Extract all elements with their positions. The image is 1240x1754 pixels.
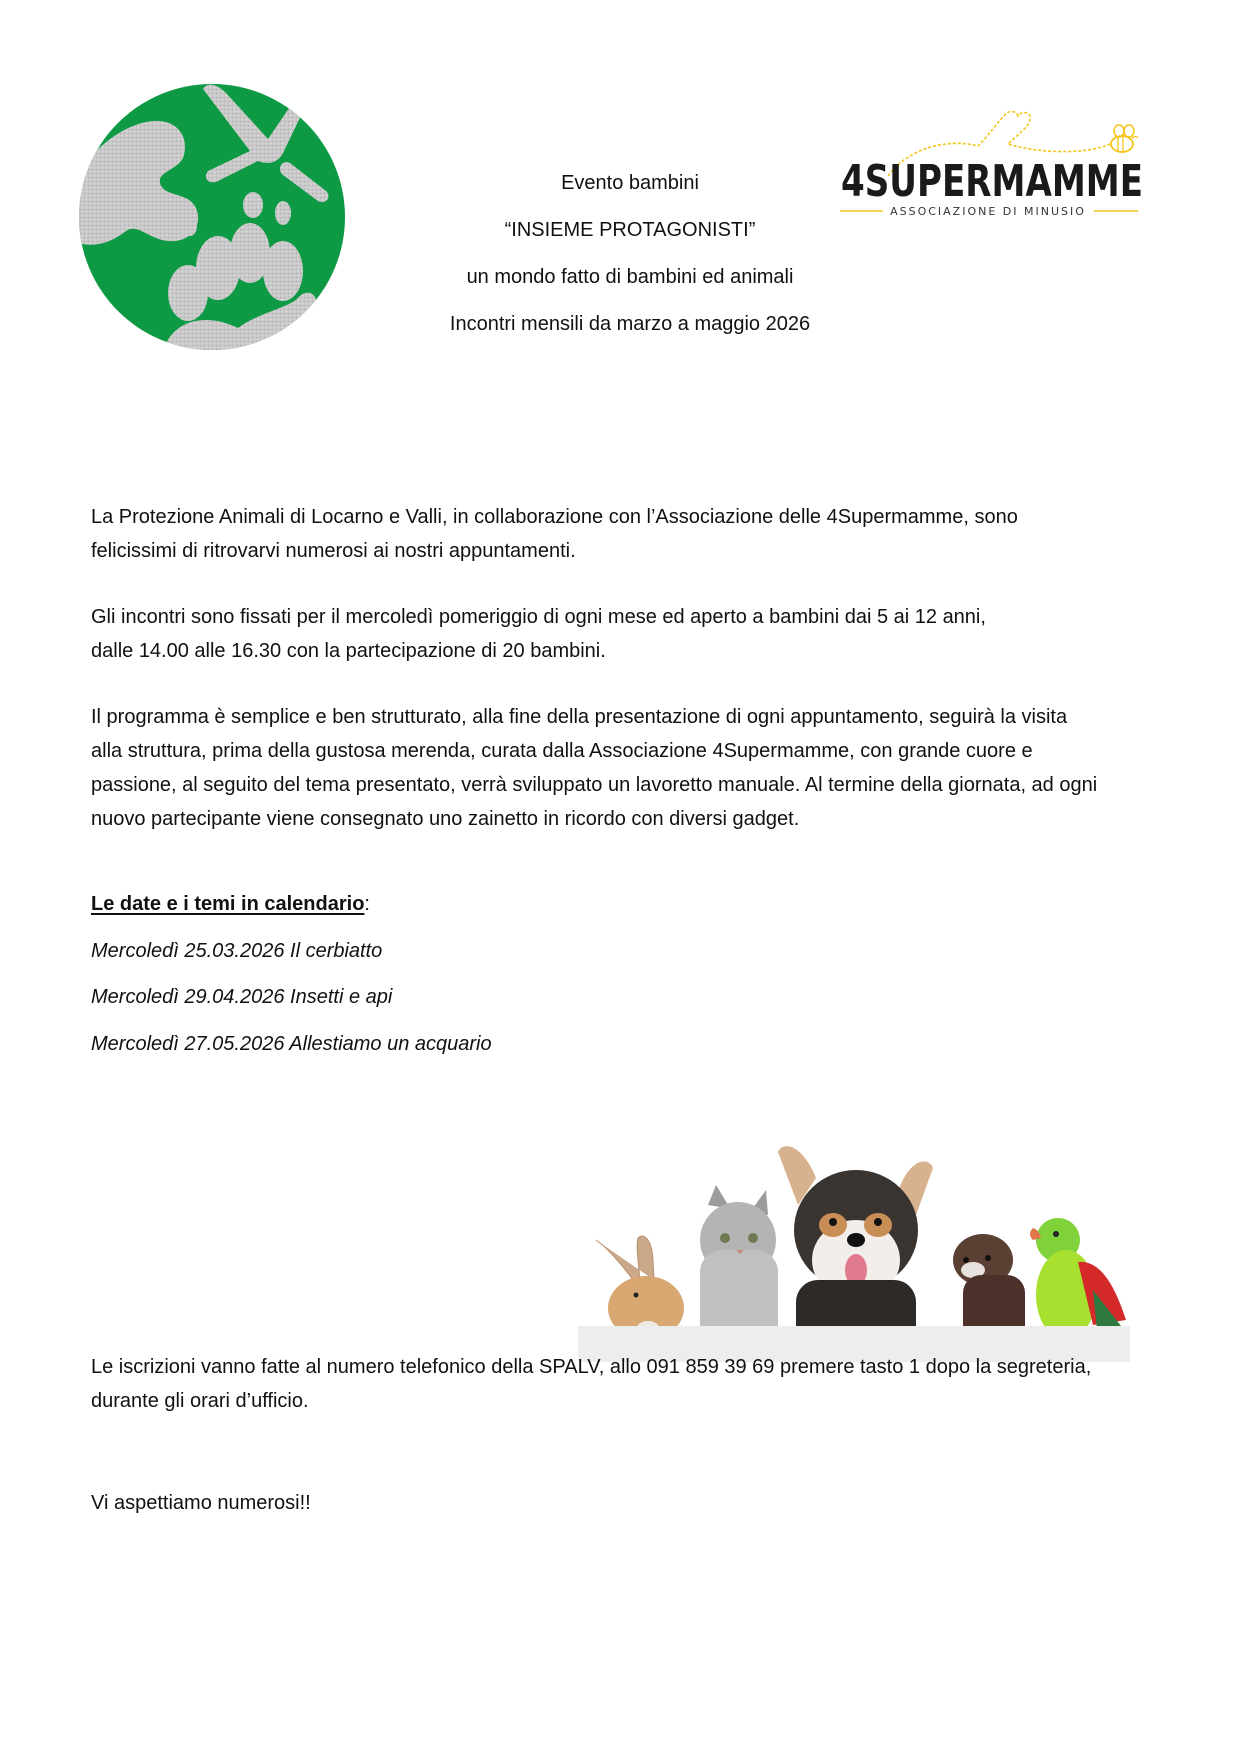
- event-title: “INSIEME PROTAGONISTI”: [504, 219, 756, 241]
- event-header: [380, 160, 880, 348]
- calendar-item: Mercoledì 29.04.2026 Insetti e api: [91, 986, 393, 1008]
- paw-print-logo-icon: [78, 83, 346, 351]
- svg-text:ASSOCIAZIONE DI MINUSIO: ASSOCIAZIONE DI MINUSIO: [890, 205, 1086, 218]
- program-line-1: Il programma è semplice e ben strutturato, alla fine della presentazione di ogni appuntamento, seguirà la visita: [91, 706, 1068, 728]
- intro-line-1: La Protezione Animali di Locarno e Valli, in collaborazione con l’Associazione delle 4Supermamme, sono: [91, 506, 1018, 528]
- protezione-animali-logo: [78, 83, 346, 351]
- calendar-heading: [91, 887, 370, 921]
- schedule-line-1: Gli incontri sono fissati per il mercoledì pomeriggio di ogni mese ed aperto a bambini dai 5 ai 12 anni,: [91, 606, 986, 628]
- svg-text:4SUPERMAMME: 4SUPERMAMME: [841, 156, 1143, 207]
- closing-text: Vi aspettiamo numerosi!!: [91, 1492, 311, 1514]
- intro-line-2: felicissimi di ritrovarvi numerosi ai nostri appuntamenti.: [91, 540, 576, 562]
- registration-paragraph: [91, 1350, 1151, 1418]
- program-line-2: alla struttura, prima della gustosa merenda, curata dalla Associazione 4Supermamme, con grande cuore e: [91, 740, 1033, 762]
- event-type: Evento bambini: [561, 172, 699, 194]
- calendar-item: Mercoledì 25.03.2026 Il cerbiatto: [91, 940, 383, 962]
- registration-line-2: durante gli orari d’ufficio.: [91, 1390, 309, 1412]
- bee-heart-icon: [838, 108, 1158, 238]
- corgi-puppy-icon: [778, 1146, 933, 1350]
- 4supermamme-logo: [838, 108, 1158, 238]
- registration-line-1: Le iscrizioni vanno fatte al numero telefonico della SPALV, allo 091 859 39 69 premere tasto 1 dopo la segreteria,: [91, 1356, 1092, 1378]
- animals-group-icon: [578, 1130, 1130, 1362]
- calendar-heading-text: Le date e i temi in calendario: [91, 893, 365, 915]
- schedule-paragraph: [91, 600, 1151, 668]
- calendar-heading-colon: :: [364, 893, 370, 915]
- schedule-line-2: dalle 14.00 alle 16.30 con la partecipazione di 20 bambini.: [91, 640, 606, 662]
- event-subtitle: un mondo fatto di bambini ed animali: [466, 266, 794, 288]
- event-period: Incontri mensili da marzo a maggio 2026: [449, 313, 811, 335]
- calendar-item: Mercoledì 27.05.2026 Allestiamo un acquario: [91, 1033, 492, 1055]
- program-paragraph: [91, 700, 1151, 836]
- program-line-3: passione, al seguito del tema presentato, verrà sviluppato un lavoretto manuale. Al termine della giornata, ad ogni: [91, 774, 1098, 796]
- program-line-4: nuovo partecipante viene consegnato uno zainetto in ricordo con diversi gadget.: [91, 808, 800, 830]
- animals-photo: [578, 1130, 1130, 1362]
- intro-paragraph: [91, 500, 1151, 568]
